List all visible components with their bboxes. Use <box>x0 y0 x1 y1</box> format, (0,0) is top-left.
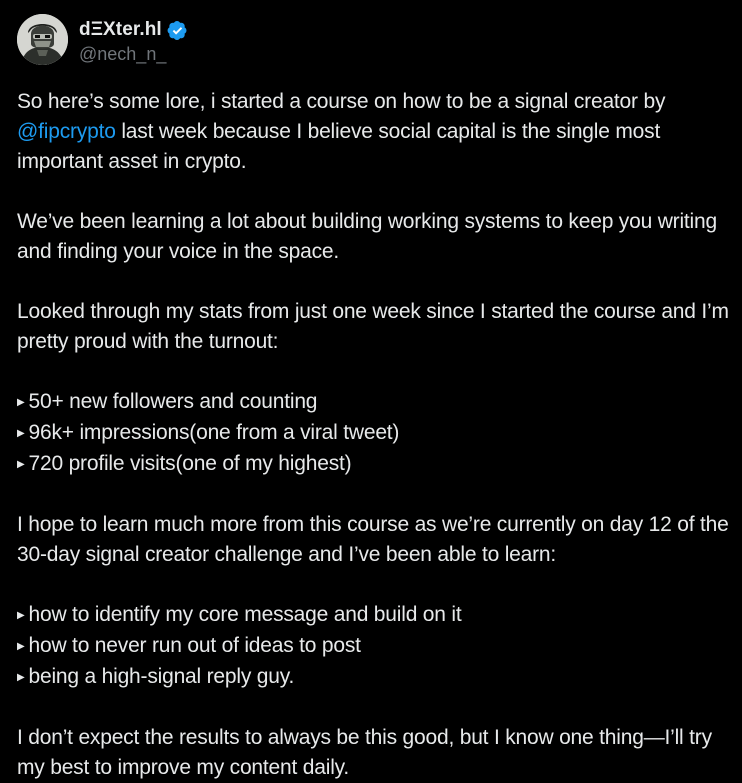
list-item-text: how to identify my core message and build on it <box>28 603 462 626</box>
list-item <box>17 449 733 480</box>
list-item <box>17 631 733 662</box>
bullet-triangle-icon: ▶ <box>17 641 25 652</box>
display-name[interactable]: dΞXter.hl <box>79 19 162 40</box>
tweet-header <box>17 14 188 65</box>
list-item-text: 50+ new followers and counting <box>28 390 318 413</box>
paragraph-spacer <box>17 357 733 387</box>
author-info <box>79 19 188 65</box>
paragraph-spacer <box>17 570 733 600</box>
paragraph-course-progress: I hope to learn much more from this course as we’re currently on day 12 of the 30-day signal creator challenge and I’ve been able to learn: <box>17 513 729 566</box>
paragraph-spacer <box>17 177 733 207</box>
list-item <box>17 387 733 418</box>
tweet-text <box>17 87 733 783</box>
list-item <box>17 662 733 693</box>
intro-text-end: last week because I believe social capital is the single most important asset in crypto. <box>17 120 661 173</box>
bullet-triangle-icon: ▶ <box>17 459 25 470</box>
paragraph-intro <box>17 87 733 177</box>
bullet-triangle-icon: ▶ <box>17 610 25 621</box>
list-item-text: 96k+ impressions(one from a viral tweet) <box>28 421 400 444</box>
mention-link[interactable]: @fipcrypto <box>17 120 116 143</box>
avatar[interactable] <box>17 14 68 65</box>
paragraph-stats-intro: Looked through my stats from just one week since I started the course and I’m pretty proud with the turnout: <box>17 300 729 353</box>
name-row <box>79 19 188 41</box>
list-item-text: how to never run out of ideas to post <box>28 634 361 657</box>
author-handle[interactable]: @nech_n_ <box>79 44 167 64</box>
verified-badge-icon[interactable] <box>167 20 188 41</box>
bullet-triangle-icon: ▶ <box>17 672 25 683</box>
masked-character-avatar-icon <box>17 14 68 65</box>
list-item-text: 720 profile visits(one of my highest) <box>28 452 352 475</box>
list-item <box>17 418 733 449</box>
paragraph-learning: We’ve been learning a lot about building working systems to keep you writing and finding your voice in the space. <box>17 210 717 263</box>
bullet-triangle-icon: ▶ <box>17 428 25 439</box>
paragraph-spacer <box>17 693 733 723</box>
paragraph-closing: I don’t expect the results to always be this good, but I know one thing—I’ll try my best to improve my content daily. <box>17 726 712 779</box>
paragraph-spacer <box>17 267 733 297</box>
intro-text-start: So here’s some lore, i started a course on how to be a signal creator by <box>17 90 666 113</box>
list-item <box>17 600 733 631</box>
paragraph-spacer <box>17 480 733 510</box>
list-item-text: being a high-signal reply guy. <box>28 665 295 688</box>
bullet-triangle-icon: ▶ <box>17 397 25 408</box>
